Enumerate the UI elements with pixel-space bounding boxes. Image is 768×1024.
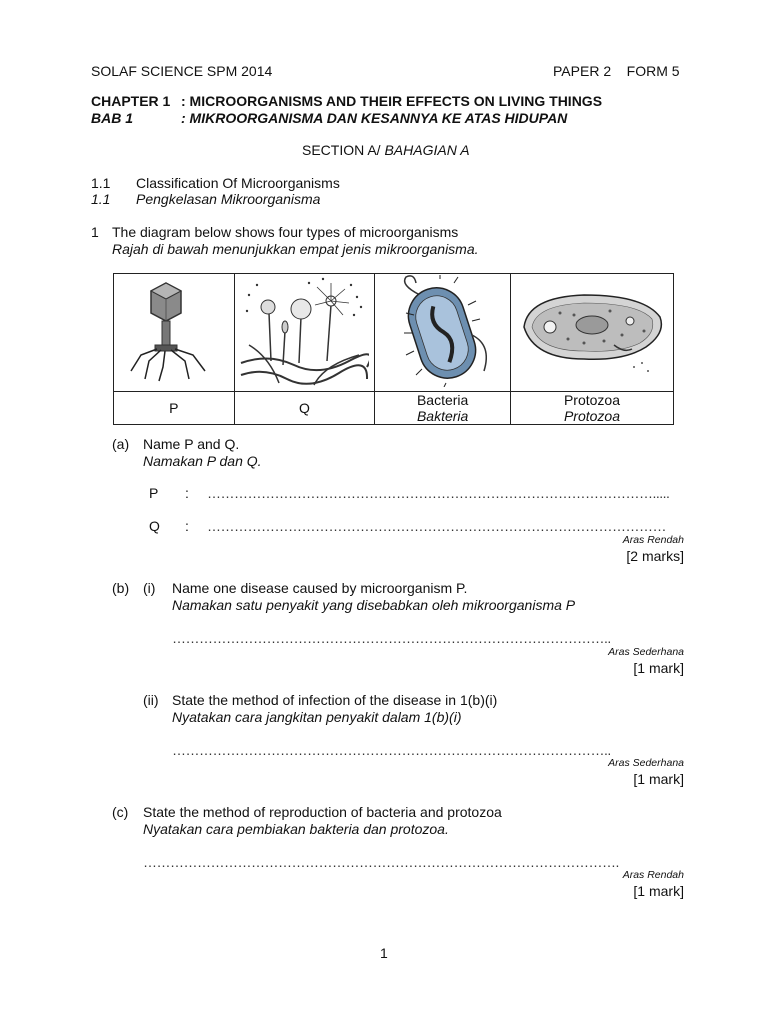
part-b-ii-question: State the method of infection of the disease in 1(b)(i) xyxy=(172,692,498,708)
part-a-question: Name P and Q. xyxy=(143,436,240,452)
subsection-title-my: Pengkelasan Mikroorganisma xyxy=(136,191,321,207)
label-protozoa-en: Protozoa xyxy=(563,392,620,408)
label-p xyxy=(114,392,235,425)
part-b-i-question: Name one disease caused by microorganism P. xyxy=(172,580,468,596)
label-protozoa-my: Protozoa xyxy=(563,408,620,424)
cell-p-image xyxy=(114,274,235,392)
part-b-ii-label: (ii) xyxy=(143,692,159,708)
answer-p-label: P xyxy=(149,485,159,501)
part-b-ii-level: Aras Sederhana xyxy=(608,757,684,769)
header-left: SOLAF SCIENCE SPM 2014 xyxy=(91,63,273,79)
label-protozoa xyxy=(510,392,673,425)
label-bacteria xyxy=(375,392,511,425)
fungus-mould-icon xyxy=(239,275,369,387)
label-p-en: P xyxy=(169,400,179,416)
question-number: 1 xyxy=(91,224,99,240)
answer-q-colon: : xyxy=(185,518,189,534)
label-bacteria-en: Bacteria xyxy=(416,392,469,408)
part-a-question-my: Namakan P dan Q. xyxy=(143,453,262,469)
part-c-level: Aras Rendah xyxy=(622,869,684,881)
part-b-i-answer-line[interactable]: …………………………………………………………………………………….. xyxy=(172,630,611,646)
label-q xyxy=(234,392,375,425)
part-b-label: (b) xyxy=(112,580,130,596)
answer-q-label: Q xyxy=(149,518,160,534)
question-stem-my: Rajah di bawah menunjukkan empat jenis mikroorganisma. xyxy=(112,241,479,257)
subsection-title: Classification Of Microorganisms xyxy=(136,175,340,191)
subsection-number: 1.1 xyxy=(91,175,111,191)
part-b-i-question-my: Namakan satu penyakit yang disebabkan oleh mikroorganisma P xyxy=(172,597,576,613)
bab-number: BAB 1 xyxy=(91,110,134,126)
part-c-answer-line[interactable]: ……………………………………………………………………………………………. xyxy=(143,854,619,870)
part-b-ii-answer-line[interactable]: …………………………………………………………………………………….. xyxy=(172,742,611,758)
part-a-level: Aras Rendah xyxy=(622,534,684,546)
cell-bacteria-image xyxy=(375,274,511,392)
part-c-question-my: Nyatakan cara pembiakan bakteria dan protozoa. xyxy=(143,821,449,837)
part-c-label: (c) xyxy=(112,804,129,820)
label-bacteria-my: Bakteria xyxy=(416,408,469,424)
answer-q-line[interactable]: ………………………………………………………………………………………… xyxy=(207,518,666,534)
bab-title: : MIKROORGANISMA DAN KESANNYA KE ATAS HIDUPAN xyxy=(181,110,568,126)
part-c-marks: [1 mark] xyxy=(633,883,684,899)
label-q-en: Q xyxy=(299,400,310,416)
chapter-number: CHAPTER 1 xyxy=(91,93,171,109)
paramecium-icon xyxy=(514,275,669,387)
part-a-marks: [2 marks] xyxy=(626,548,684,564)
page-number: 1 xyxy=(380,945,388,961)
part-a-label: (a) xyxy=(112,436,130,452)
part-c-question: State the method of reproduction of bacteria and protozoa xyxy=(143,804,502,820)
section-my: BAHAGIAN A xyxy=(384,142,470,158)
section-heading xyxy=(302,142,470,158)
header-right: PAPER 2 FORM 5 xyxy=(553,63,680,79)
chapter-title: : MICROORGANISMS AND THEIR EFFECTS ON LIVING THINGS xyxy=(181,93,603,109)
cell-protozoa-image xyxy=(510,274,673,392)
cell-q-image xyxy=(234,274,375,392)
answer-p-colon: : xyxy=(185,485,189,501)
subsection-number-my: 1.1 xyxy=(91,191,111,207)
part-b-ii-marks: [1 mark] xyxy=(633,771,684,787)
microorganism-diagram xyxy=(113,273,674,425)
section-en: SECTION A/ xyxy=(302,142,385,158)
question-stem: The diagram below shows four types of microorganisms xyxy=(112,224,459,240)
part-b-i-level: Aras Sederhana xyxy=(608,646,684,658)
part-b-ii-question-my: Nyatakan cara jangkitan penyakit dalam 1(b)(i) xyxy=(172,709,462,725)
part-b-i-label: (i) xyxy=(143,580,156,596)
bacterium-icon xyxy=(380,275,505,387)
answer-p-line[interactable]: ………………………………………………………………………………………..... xyxy=(207,485,670,501)
bacteriophage-icon xyxy=(119,275,229,387)
part-b-i-marks: [1 mark] xyxy=(633,660,684,676)
